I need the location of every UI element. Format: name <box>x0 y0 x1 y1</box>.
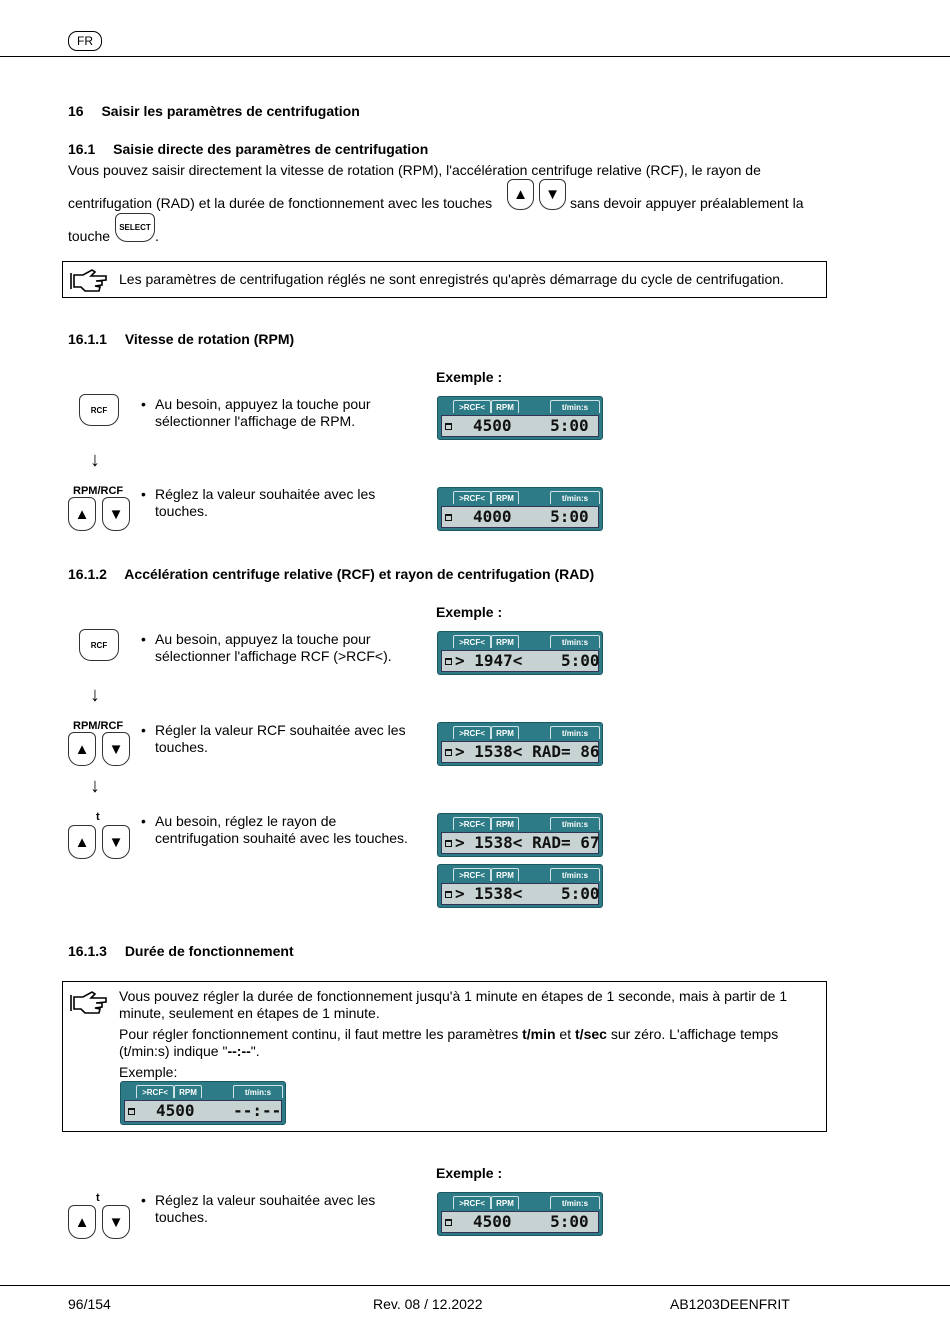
section-16-title: 16 Saisir les paramètres de centrifugation <box>68 103 360 119</box>
lcd-screen: > 1947< 5:00 <box>441 650 599 672</box>
note-box-2 <box>62 981 827 1132</box>
up-key-icon: ▲ <box>507 179 534 210</box>
rcf-key-icon: RCF <box>79 629 119 661</box>
example-label-3: Exemple : <box>436 1165 503 1181</box>
lock-icon <box>445 658 452 665</box>
lcd-tab-rcf: >RCF< <box>453 817 491 830</box>
intro-line-2a: centrifugation (RAD) et la durée de fonctionnement avec les touches <box>68 195 493 211</box>
lcd-tab-time: t/min:s <box>550 817 600 830</box>
lcd-screen: > 1538< 5:00 <box>441 883 599 905</box>
t-label: t <box>96 1192 100 1204</box>
lcd-tab-rpm: RPM <box>491 726 519 739</box>
lcd-tab-rpm: RPM <box>491 400 519 413</box>
bullet-line: Au besoin, appuyez la touche pour sélectionner l'affichage de RPM. <box>155 396 371 429</box>
lcd-tab-rcf: >RCF< <box>136 1085 174 1098</box>
lcd-tab-rpm: RPM <box>491 817 519 830</box>
select-key-icon: SELECT <box>115 213 155 242</box>
page-number: 96/154 <box>68 1296 111 1312</box>
footer-rule <box>0 1285 950 1286</box>
language-badge: FR <box>68 31 102 51</box>
section-16-1-1-title: 16.1.1 Vitesse de rotation (RPM) <box>68 331 295 347</box>
section-16-1-2-title: 16.1.2 Accélération centrifuge relative (RCF) et rayon de centrifugation (RAD) <box>68 566 595 582</box>
intro-line-3a: touche <box>68 228 111 244</box>
bullet-1613-1: • Réglez la valeur souhaitée avec les touches. <box>141 1192 376 1225</box>
lock-icon <box>128 1108 135 1115</box>
document-id: AB1203DEENFRIT <box>670 1296 790 1312</box>
lcd-display-4 <box>437 722 603 766</box>
lcd-tab-rcf: >RCF< <box>453 400 491 413</box>
bullet-1612-1: • Au besoin, appuyez la touche pour sélectionner l'affichage RCF (>RCF<). <box>141 631 392 664</box>
lcd-tab-time: t/min:s <box>550 635 600 648</box>
lcd-display-1 <box>437 396 603 440</box>
lcd-screen: 4000 5:00 <box>441 506 599 528</box>
note-box-1 <box>62 261 827 298</box>
lcd-screen: > 1538< RAD= 86 <box>441 741 599 763</box>
lcd-tab-rcf: >RCF< <box>453 491 491 504</box>
t-label: t <box>96 811 100 823</box>
intro-line-1: Vous pouvez saisir directement la vitesse de rotation (RPM), l'accélération centrifuge relative (RCF), le rayon de <box>68 162 761 178</box>
lcd-tab-time: t/min:s <box>550 1196 600 1209</box>
lcd-tab-time: t/min:s <box>550 868 600 881</box>
lcd-screen: > 1538< RAD= 67 <box>441 832 599 854</box>
lcd-tab-rpm: RPM <box>491 1196 519 1209</box>
lock-icon <box>445 423 452 430</box>
rcf-key-icon: RCF <box>79 394 119 426</box>
lcd-tab-time: t/min:s <box>233 1085 283 1098</box>
lcd-tab-time: t/min:s <box>550 491 600 504</box>
revision: Rev. 08 / 12.2022 <box>373 1296 483 1312</box>
lcd-tab-rcf: >RCF< <box>453 726 491 739</box>
up-key-icon: ▲ <box>68 732 96 766</box>
lock-icon <box>445 749 452 756</box>
down-key-icon: ▼ <box>102 1205 130 1239</box>
pointing-hand-icon <box>69 269 109 293</box>
note-2-paragraph-1: Vous pouvez régler la durée de fonctionnement jusqu'à 1 minute en étapes de 1 seconde, mais à partir de 1 minute, seulement en étapes de 1 minute. <box>119 988 788 1021</box>
lcd-tab-rpm: RPM <box>491 635 519 648</box>
lcd-tab-rcf: >RCF< <box>453 1196 491 1209</box>
lcd-display-5 <box>437 813 603 857</box>
note-2-paragraph-2: Pour régler fonctionnement continu, il faut mettre les paramètres t/min et t/sec sur zéro. L'affichage temps (t/min:s) indique "--:--". <box>119 1026 779 1059</box>
down-arrow-icon: ↓ <box>90 684 100 706</box>
note-2-example-label: Exemple: <box>119 1064 178 1080</box>
lock-icon <box>445 514 452 521</box>
note-1-text: Les paramètres de centrifugation réglés ne sont enregistrés qu'après démarrage du cycle de centrifugation. <box>119 271 784 287</box>
lcd-display-6 <box>437 864 603 908</box>
lcd-tab-time: t/min:s <box>550 400 600 413</box>
header-rule <box>0 56 950 57</box>
down-arrow-icon: ↓ <box>90 775 100 797</box>
example-label-1: Exemple : <box>436 369 503 385</box>
section-16-1-title: 16.1 Saisie directe des paramètres de centrifugation <box>68 141 429 157</box>
lcd-tab-rpm: RPM <box>491 491 519 504</box>
lcd-tab-time: t/min:s <box>550 726 600 739</box>
lcd-display-7 <box>120 1081 286 1125</box>
down-key-icon: ▼ <box>102 825 130 859</box>
up-key-icon: ▲ <box>68 497 96 531</box>
bullet-1612-3: • Au besoin, réglez le rayon de centrifugation souhaité avec les touches. <box>141 813 408 846</box>
rpm-rcf-label: RPM/RCF <box>73 485 124 497</box>
bullet-1612-2: • Régler la valeur RCF souhaitée avec les touches. <box>141 722 406 755</box>
lcd-display-3 <box>437 631 603 675</box>
intro-line-2b: sans devoir appuyer préalablement la <box>570 195 804 211</box>
down-arrow-icon: ↓ <box>90 449 100 471</box>
rpm-rcf-label: RPM/RCF <box>73 720 124 732</box>
section-16-1-3-title: 16.1.3 Durée de fonctionnement <box>68 943 294 959</box>
lock-icon <box>445 891 452 898</box>
lcd-tab-rpm: RPM <box>491 868 519 881</box>
intro-line-3b: . <box>155 228 159 244</box>
lcd-display-8 <box>437 1192 603 1236</box>
pointing-hand-icon <box>69 991 109 1015</box>
lcd-tab-rpm: RPM <box>174 1085 202 1098</box>
lock-icon <box>445 840 452 847</box>
lcd-tab-rcf: >RCF< <box>453 868 491 881</box>
up-key-icon: ▲ <box>68 1205 96 1239</box>
bullet-1611-2: • Réglez la valeur souhaitée avec les touches. <box>141 486 376 519</box>
lcd-screen: 4500 --:-- <box>124 1100 282 1122</box>
bullet-1611-1: • Au besoin, appuyez la touche pour sélectionner l'affichage de RPM. <box>141 396 371 429</box>
down-key-icon: ▼ <box>102 732 130 766</box>
up-key-icon: ▲ <box>68 825 96 859</box>
example-label-2: Exemple : <box>436 604 503 620</box>
lcd-tab-rcf: >RCF< <box>453 635 491 648</box>
lcd-screen: 4500 5:00 <box>441 1211 599 1233</box>
down-key-icon: ▼ <box>102 497 130 531</box>
lcd-display-2 <box>437 487 603 531</box>
lcd-screen: 4500 5:00 <box>441 415 599 437</box>
down-key-icon: ▼ <box>539 179 566 210</box>
lock-icon <box>445 1219 452 1226</box>
